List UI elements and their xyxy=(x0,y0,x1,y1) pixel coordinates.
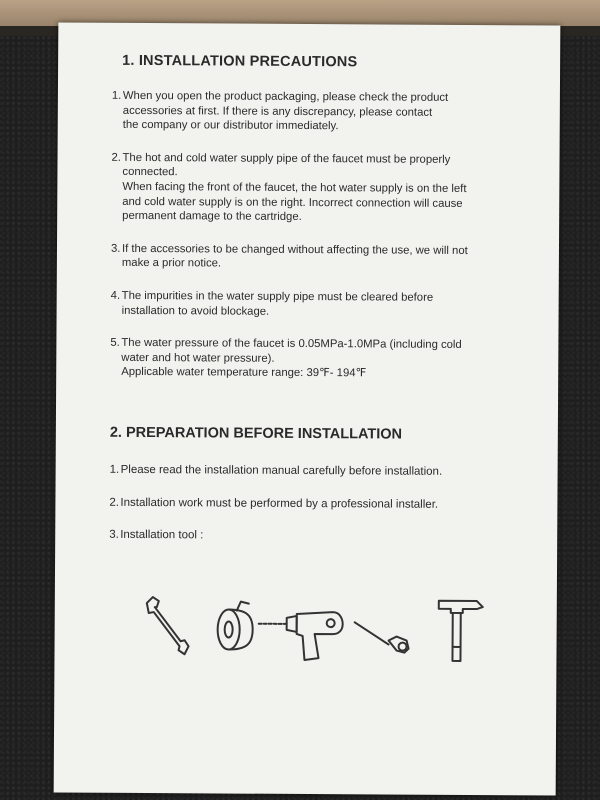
list-item xyxy=(109,495,509,512)
wrench-icon xyxy=(147,597,189,654)
section2-title: 2. PREPARATION BEFORE INSTALLATION xyxy=(109,424,403,443)
section1-title: 1. INSTALLATION PRECAUTIONS xyxy=(122,52,358,71)
item-text: Please read the installation manual carefully before installation. xyxy=(120,463,443,478)
sheet-content xyxy=(109,53,512,563)
hammer-icon xyxy=(438,601,482,661)
section2-list xyxy=(109,463,509,545)
item-number: 1. xyxy=(111,89,122,102)
item-number: 1. xyxy=(109,463,120,476)
item-number: 3. xyxy=(109,528,119,541)
tape-roll-icon xyxy=(218,601,253,649)
item-text: The hot and cold water supply pipe of the faucet must be properly connected. When facing the front of the faucet, the hot water supply is on the left and cold water supply is on the right. Incorrect connection will cause permanent damage to the cartridge. xyxy=(122,151,467,224)
list-item xyxy=(111,242,511,274)
list-item xyxy=(110,336,510,382)
list-item xyxy=(111,151,511,226)
item-number: 3. xyxy=(110,242,121,255)
item-text: Installation tool : xyxy=(120,528,204,542)
list-item xyxy=(109,528,509,545)
list-item xyxy=(112,89,512,135)
item-text: Installation work must be performed by a professional installer. xyxy=(120,496,439,511)
tool-icons-row xyxy=(144,593,504,665)
item-text: If the accessories to be changed without affecting the use, we will not make a prior notice. xyxy=(121,242,468,270)
section1-list xyxy=(110,89,512,382)
item-text: When you open the product packaging, please check the product accessories at first. If there is any discrepancy, please contact the company or our distributor immediately. xyxy=(122,89,449,133)
item-text: The water pressure of the faucet is 0.05MPa-1.0MPa (including cold water and hot water pressure). Applicable water temperature range: 39℉- 194℉ xyxy=(121,336,462,380)
item-text: The impurities in the water supply pipe must be cleared before installation to avoid blockage. xyxy=(121,289,434,318)
item-number: 5. xyxy=(110,336,120,349)
drill-icon xyxy=(258,612,342,661)
item-number: 2. xyxy=(111,151,121,164)
item-number: 2. xyxy=(109,496,120,509)
instruction-sheet xyxy=(54,22,561,795)
item-number: 4. xyxy=(110,289,121,302)
screwdriver-icon xyxy=(355,622,409,652)
list-item xyxy=(111,289,511,321)
list-item xyxy=(110,463,510,480)
